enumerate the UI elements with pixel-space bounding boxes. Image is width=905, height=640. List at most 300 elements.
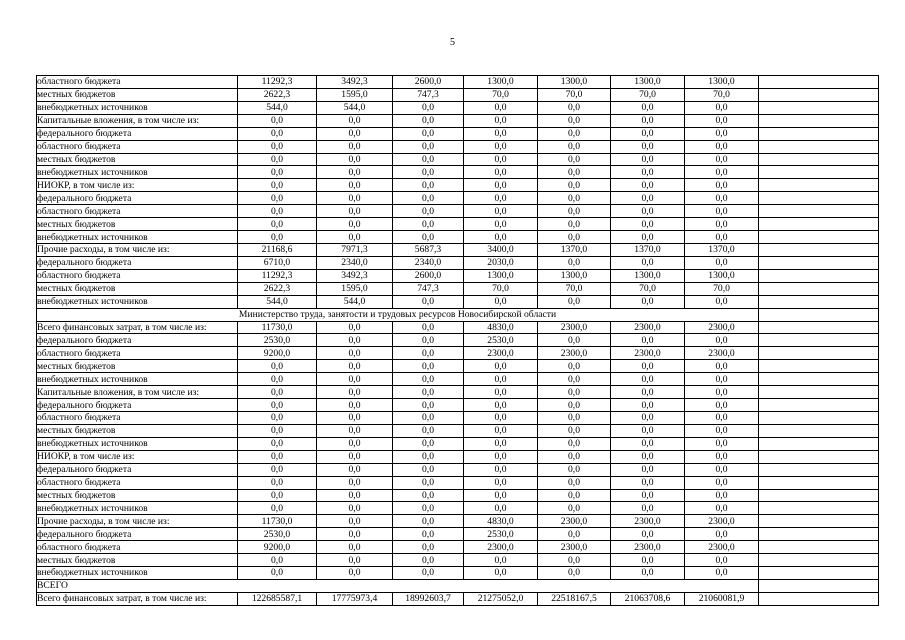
value-cell: 0,0 [317, 127, 393, 140]
row-label: федерального бюджета [37, 463, 238, 476]
row-label: местных бюджетов [37, 360, 238, 373]
value-cell: 2300,0 [538, 321, 611, 334]
value-cell: 0,0 [538, 192, 611, 205]
extra-cell [759, 502, 879, 515]
value-cell: 0,0 [238, 153, 317, 166]
value-cell: 0,0 [317, 528, 393, 541]
value-cell: 1300,0 [464, 269, 538, 282]
value-cell: 0,0 [317, 114, 393, 127]
value-cell: 0,0 [685, 205, 759, 218]
value-cell: 0,0 [685, 450, 759, 463]
value-cell: 0,0 [685, 295, 759, 308]
table-row [37, 411, 879, 424]
value-cell: 122685587,1 [238, 592, 317, 605]
value-cell: 0,0 [393, 489, 464, 502]
value-cell: 0,0 [393, 360, 464, 373]
table-row [37, 192, 879, 205]
value-cell: 2340,0 [317, 256, 393, 269]
table-row [37, 256, 879, 269]
value-cell: 0,0 [538, 411, 611, 424]
value-cell: 0,0 [538, 295, 611, 308]
row-label: федерального бюджета [37, 192, 238, 205]
extra-cell [759, 282, 879, 295]
value-cell: 0,0 [611, 502, 685, 515]
financing-table [36, 75, 879, 606]
value-cell: 70,0 [611, 282, 685, 295]
value-cell: 0,0 [685, 153, 759, 166]
value-cell: 0,0 [685, 554, 759, 567]
extra-cell [759, 308, 879, 321]
extra-cell [759, 127, 879, 140]
value-cell: 0,0 [317, 399, 393, 412]
value-cell: 2300,0 [538, 541, 611, 554]
value-cell: 0,0 [685, 463, 759, 476]
extra-cell [759, 140, 879, 153]
value-cell: 0,0 [464, 179, 538, 192]
row-label: местных бюджетов [37, 218, 238, 231]
value-cell: 0,0 [238, 399, 317, 412]
extra-cell [759, 450, 879, 463]
extra-cell [759, 579, 879, 592]
value-cell: 0,0 [611, 153, 685, 166]
table-row [37, 269, 879, 282]
row-label: Прочие расходы, в том числе из: [37, 243, 238, 256]
value-cell: 0,0 [538, 127, 611, 140]
value-cell: 0,0 [611, 114, 685, 127]
table-row [37, 101, 879, 114]
row-label: местных бюджетов [37, 88, 238, 101]
value-cell: 0,0 [238, 360, 317, 373]
extra-cell [759, 192, 879, 205]
value-cell: 70,0 [464, 282, 538, 295]
value-cell: 0,0 [538, 476, 611, 489]
value-cell: 747,3 [393, 282, 464, 295]
value-cell: 0,0 [464, 463, 538, 476]
value-cell: 544,0 [317, 101, 393, 114]
value-cell: 0,0 [238, 476, 317, 489]
extra-cell [759, 528, 879, 541]
value-cell: 0,0 [611, 205, 685, 218]
extra-cell [759, 554, 879, 567]
table-row [37, 489, 879, 502]
value-cell: 0,0 [393, 153, 464, 166]
value-cell: 0,0 [685, 373, 759, 386]
extra-cell [759, 489, 879, 502]
value-cell: 2530,0 [464, 334, 538, 347]
value-cell: 2530,0 [464, 528, 538, 541]
value-cell: 0,0 [317, 347, 393, 360]
value-cell: 0,0 [611, 399, 685, 412]
value-cell: 0,0 [317, 360, 393, 373]
value-cell: 0,0 [538, 256, 611, 269]
value-cell: 70,0 [685, 282, 759, 295]
value-cell: 0,0 [464, 127, 538, 140]
value-cell: 2300,0 [611, 347, 685, 360]
value-cell: 0,0 [317, 502, 393, 515]
row-label: Капитальные вложения, в том числе из: [37, 386, 238, 399]
table-row [37, 373, 879, 386]
value-cell: 0,0 [685, 334, 759, 347]
row-label: федерального бюджета [37, 528, 238, 541]
value-cell: 0,0 [393, 114, 464, 127]
extra-cell [759, 347, 879, 360]
value-cell: 0,0 [393, 437, 464, 450]
row-label: Капитальные вложения, в том числе из: [37, 114, 238, 127]
value-cell: 0,0 [238, 205, 317, 218]
value-cell: 1300,0 [464, 76, 538, 89]
value-cell: 0,0 [393, 463, 464, 476]
value-cell: 2300,0 [611, 321, 685, 334]
row-label: областного бюджета [37, 269, 238, 282]
value-cell: 0,0 [393, 231, 464, 244]
row-label: областного бюджета [37, 476, 238, 489]
value-cell: 0,0 [611, 489, 685, 502]
value-cell: 0,0 [464, 386, 538, 399]
value-cell: 0,0 [538, 450, 611, 463]
extra-cell [759, 114, 879, 127]
value-cell: 0,0 [317, 218, 393, 231]
value-cell: 11730,0 [238, 515, 317, 528]
value-cell: 0,0 [238, 218, 317, 231]
value-cell: 2300,0 [685, 321, 759, 334]
extra-cell [759, 424, 879, 437]
value-cell: 0,0 [393, 347, 464, 360]
value-cell: 0,0 [317, 567, 393, 580]
value-cell: 1300,0 [611, 269, 685, 282]
value-cell: 0,0 [393, 386, 464, 399]
extra-cell [759, 399, 879, 412]
extra-cell [759, 476, 879, 489]
value-cell: 0,0 [538, 360, 611, 373]
value-cell: 0,0 [317, 192, 393, 205]
extra-cell [759, 295, 879, 308]
value-cell: 1370,0 [538, 243, 611, 256]
value-cell: 3400,0 [464, 243, 538, 256]
value-cell: 0,0 [464, 502, 538, 515]
value-cell: 1595,0 [317, 88, 393, 101]
value-cell: 0,0 [685, 140, 759, 153]
value-cell: 0,0 [685, 256, 759, 269]
row-label: федерального бюджета [37, 334, 238, 347]
value-cell: 0,0 [317, 450, 393, 463]
value-cell: 0,0 [611, 373, 685, 386]
table-row [37, 554, 879, 567]
value-cell: 0,0 [238, 373, 317, 386]
extra-cell [759, 218, 879, 231]
value-cell: 747,3 [393, 88, 464, 101]
value-cell: 0,0 [317, 554, 393, 567]
value-cell: 0,0 [611, 140, 685, 153]
value-cell: 0,0 [393, 399, 464, 412]
row-label: внебюджетных источников [37, 437, 238, 450]
value-cell: 0,0 [393, 295, 464, 308]
value-cell: 0,0 [538, 424, 611, 437]
table-row [37, 567, 879, 580]
value-cell: 544,0 [238, 295, 317, 308]
table-row [37, 321, 879, 334]
value-cell: 11730,0 [238, 321, 317, 334]
row-label: областного бюджета [37, 140, 238, 153]
value-cell: 0,0 [611, 127, 685, 140]
value-cell: 0,0 [393, 515, 464, 528]
value-cell: 0,0 [317, 140, 393, 153]
value-cell: 0,0 [538, 437, 611, 450]
table-row [37, 205, 879, 218]
extra-cell [759, 463, 879, 476]
value-cell: 3492,3 [317, 269, 393, 282]
value-cell: 2600,0 [393, 76, 464, 89]
value-cell: 0,0 [538, 153, 611, 166]
value-cell: 0,0 [464, 101, 538, 114]
table-row [37, 424, 879, 437]
value-cell: 0,0 [611, 528, 685, 541]
value-cell: 0,0 [685, 360, 759, 373]
value-cell: 2300,0 [538, 515, 611, 528]
row-label: внебюджетных источников [37, 295, 238, 308]
table-row [37, 282, 879, 295]
table-row [37, 231, 879, 244]
extra-cell [759, 373, 879, 386]
value-cell: 0,0 [238, 140, 317, 153]
value-cell: 0,0 [464, 554, 538, 567]
value-cell: 0,0 [317, 166, 393, 179]
extra-cell [759, 334, 879, 347]
row-label: местных бюджетов [37, 282, 238, 295]
row-label: Всего финансовых затрат, в том числе из: [37, 321, 238, 334]
value-cell: 0,0 [611, 295, 685, 308]
extra-cell [759, 269, 879, 282]
table-row [37, 218, 879, 231]
value-cell: 0,0 [685, 179, 759, 192]
extra-cell [759, 153, 879, 166]
value-cell: 0,0 [464, 450, 538, 463]
value-cell: 0,0 [317, 321, 393, 334]
extra-cell [759, 386, 879, 399]
value-cell: 70,0 [538, 282, 611, 295]
value-cell: 0,0 [393, 166, 464, 179]
value-cell: 6710,0 [238, 256, 317, 269]
value-cell: 0,0 [538, 554, 611, 567]
extra-cell [759, 321, 879, 334]
value-cell: 0,0 [538, 218, 611, 231]
table-row [37, 347, 879, 360]
value-cell: 0,0 [393, 334, 464, 347]
value-cell: 0,0 [393, 424, 464, 437]
value-cell: 4830,0 [464, 515, 538, 528]
value-cell: 2600,0 [393, 269, 464, 282]
value-cell: 0,0 [685, 489, 759, 502]
value-cell: 9200,0 [238, 347, 317, 360]
value-cell: 0,0 [238, 437, 317, 450]
table-row [37, 592, 879, 605]
extra-cell [759, 101, 879, 114]
row-label: местных бюджетов [37, 554, 238, 567]
section-title: ВСЕГО [37, 579, 759, 592]
value-cell: 0,0 [238, 127, 317, 140]
extra-cell [759, 231, 879, 244]
value-cell: 0,0 [685, 166, 759, 179]
extra-cell [759, 411, 879, 424]
value-cell: 0,0 [393, 140, 464, 153]
extra-cell [759, 437, 879, 450]
value-cell: 0,0 [464, 437, 538, 450]
value-cell: 18992603,7 [393, 592, 464, 605]
value-cell: 0,0 [393, 205, 464, 218]
value-cell: 2300,0 [685, 347, 759, 360]
value-cell: 2030,0 [464, 256, 538, 269]
value-cell: 2300,0 [464, 541, 538, 554]
value-cell: 0,0 [611, 476, 685, 489]
value-cell: 0,0 [538, 179, 611, 192]
value-cell: 0,0 [685, 218, 759, 231]
value-cell: 0,0 [238, 502, 317, 515]
value-cell: 1300,0 [685, 269, 759, 282]
table-row [37, 153, 879, 166]
table-row [37, 295, 879, 308]
value-cell: 0,0 [685, 386, 759, 399]
value-cell: 0,0 [685, 127, 759, 140]
value-cell: 70,0 [611, 88, 685, 101]
value-cell: 0,0 [611, 166, 685, 179]
value-cell: 2530,0 [238, 528, 317, 541]
value-cell: 0,0 [464, 476, 538, 489]
value-cell: 0,0 [538, 101, 611, 114]
value-cell: 0,0 [538, 386, 611, 399]
value-cell: 0,0 [685, 101, 759, 114]
value-cell: 0,0 [464, 360, 538, 373]
value-cell: 2340,0 [393, 256, 464, 269]
value-cell: 70,0 [464, 88, 538, 101]
value-cell: 2300,0 [538, 347, 611, 360]
value-cell: 0,0 [538, 114, 611, 127]
value-cell: 0,0 [611, 463, 685, 476]
value-cell: 0,0 [685, 502, 759, 515]
value-cell: 0,0 [317, 515, 393, 528]
row-label: местных бюджетов [37, 153, 238, 166]
value-cell: 2300,0 [464, 347, 538, 360]
value-cell: 0,0 [538, 205, 611, 218]
extra-cell [759, 360, 879, 373]
value-cell: 21275052,0 [464, 592, 538, 605]
value-cell: 2300,0 [685, 515, 759, 528]
value-cell: 0,0 [317, 489, 393, 502]
value-cell: 0,0 [393, 476, 464, 489]
value-cell: 0,0 [538, 463, 611, 476]
table-row [37, 76, 879, 89]
value-cell: 21060081,9 [685, 592, 759, 605]
value-cell: 0,0 [685, 411, 759, 424]
table-row [37, 243, 879, 256]
value-cell: 0,0 [238, 489, 317, 502]
value-cell: 0,0 [538, 528, 611, 541]
value-cell: 0,0 [611, 567, 685, 580]
value-cell: 1300,0 [538, 76, 611, 89]
value-cell: 0,0 [238, 386, 317, 399]
value-cell: 0,0 [393, 101, 464, 114]
value-cell: 0,0 [611, 218, 685, 231]
value-cell: 0,0 [685, 437, 759, 450]
value-cell: 0,0 [393, 127, 464, 140]
row-label: областного бюджета [37, 411, 238, 424]
table-row [37, 360, 879, 373]
value-cell: 0,0 [393, 502, 464, 515]
value-cell: 1370,0 [685, 243, 759, 256]
row-label: внебюджетных источников [37, 101, 238, 114]
extra-cell [759, 567, 879, 580]
row-label: НИОКР, в том числе из: [37, 450, 238, 463]
value-cell: 0,0 [393, 321, 464, 334]
value-cell: 0,0 [238, 192, 317, 205]
table-row [37, 166, 879, 179]
value-cell: 544,0 [238, 101, 317, 114]
value-cell: 11292,3 [238, 76, 317, 89]
value-cell: 0,0 [538, 567, 611, 580]
value-cell: 0,0 [317, 476, 393, 489]
row-label: областного бюджета [37, 541, 238, 554]
value-cell: 0,0 [464, 411, 538, 424]
value-cell: 0,0 [538, 399, 611, 412]
table-row [37, 502, 879, 515]
row-label: Прочие расходы, в том числе из: [37, 515, 238, 528]
value-cell: 0,0 [393, 179, 464, 192]
value-cell: 0,0 [393, 554, 464, 567]
value-cell: 0,0 [611, 437, 685, 450]
value-cell: 0,0 [317, 424, 393, 437]
extra-cell [759, 166, 879, 179]
value-cell: 0,0 [464, 218, 538, 231]
table-row [37, 88, 879, 101]
extra-cell [759, 88, 879, 101]
row-label: местных бюджетов [37, 489, 238, 502]
value-cell: 21168,6 [238, 243, 317, 256]
value-cell: 0,0 [538, 231, 611, 244]
row-label: НИОКР, в том числе из: [37, 179, 238, 192]
value-cell: 0,0 [317, 205, 393, 218]
value-cell: 0,0 [538, 502, 611, 515]
value-cell: 0,0 [317, 231, 393, 244]
table-row [37, 399, 879, 412]
value-cell: 0,0 [464, 373, 538, 386]
value-cell: 0,0 [464, 399, 538, 412]
value-cell: 2622,3 [238, 88, 317, 101]
page-number: 5 [450, 37, 455, 48]
section-header-row [37, 579, 879, 592]
value-cell: 0,0 [464, 140, 538, 153]
value-cell: 0,0 [317, 463, 393, 476]
value-cell: 0,0 [538, 140, 611, 153]
value-cell: 0,0 [611, 554, 685, 567]
value-cell: 0,0 [238, 463, 317, 476]
value-cell: 0,0 [611, 256, 685, 269]
value-cell: 0,0 [611, 179, 685, 192]
value-cell: 0,0 [464, 114, 538, 127]
value-cell: 21063708,6 [611, 592, 685, 605]
table-row [37, 476, 879, 489]
table-row [37, 179, 879, 192]
value-cell: 0,0 [238, 450, 317, 463]
extra-cell [759, 515, 879, 528]
table-row [37, 140, 879, 153]
table-row [37, 127, 879, 140]
value-cell: 0,0 [464, 166, 538, 179]
value-cell: 0,0 [393, 373, 464, 386]
row-label: областного бюджета [37, 347, 238, 360]
table-row [37, 528, 879, 541]
row-label: внебюджетных источников [37, 231, 238, 244]
row-label: внебюджетных источников [37, 502, 238, 515]
value-cell: 0,0 [685, 567, 759, 580]
value-cell: 0,0 [238, 231, 317, 244]
